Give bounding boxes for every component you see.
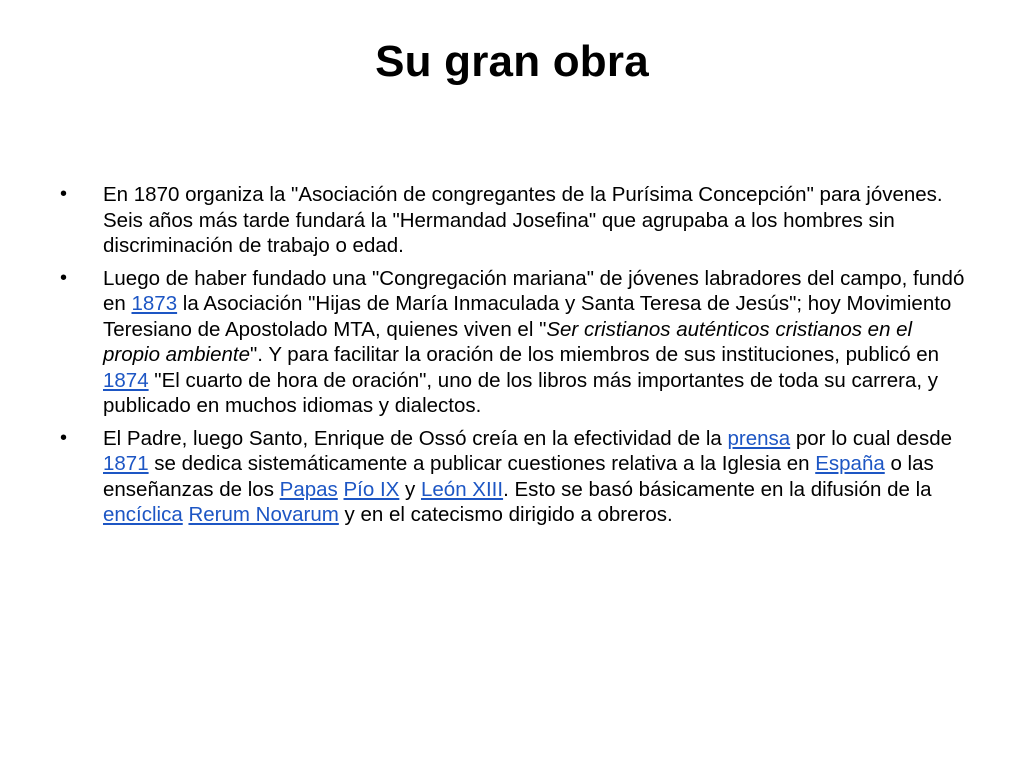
text-link[interactable]: 1873 <box>131 292 178 315</box>
bullet-text <box>103 183 943 257</box>
text-run: y en el catecismo dirigido a obreros. <box>338 503 673 526</box>
text-run: o las enseñanzas de los <box>103 452 934 501</box>
bullet-item <box>60 266 965 419</box>
quoted-phrase: Ser cristianos auténticos cristianos en el propio ambiente <box>103 317 913 366</box>
text-link[interactable]: prensa <box>727 426 791 450</box>
text-link[interactable]: Papas <box>279 477 338 501</box>
text-run: . Esto se basó básicamente en la difusión de la <box>503 477 932 501</box>
text-run: En 1870 organiza la "Asociación de congregantes de la Purísima Concepción" para jóvenes. Seis años más tarde fundará la "Hermandad Josefina" que agrupaba a los hombres sin discriminación de trabajo o edad. <box>103 183 943 257</box>
text-run: "El cuarto de hora de oración", uno de los libros más importantes de toda su carrera, y publicado en muchos idiomas y dialectos. <box>103 368 939 417</box>
text-link[interactable]: encíclica <box>103 503 183 526</box>
text-run: por lo cual desde <box>790 426 953 450</box>
text-link[interactable]: 1874 <box>103 368 149 392</box>
bullet-list <box>60 182 965 535</box>
bullet-marker: • <box>60 426 68 449</box>
bullet-text <box>103 427 952 527</box>
text-run: Luego de haber fundado una "Congregación mariana" de jóvenes labradores del campo, fundó en <box>103 266 965 315</box>
text-link[interactable]: León XIII <box>421 477 504 501</box>
text-run: la Asociación "Hijas de María Inmaculada y Santa Teresa de Jesús"; hoy Movimiento Teresiano de Apostolado MTA, quienes viven el " <box>103 292 952 341</box>
text-run: ". Y para facilitar la oración de los miembros de sus instituciones, publicó en <box>250 343 940 366</box>
slide-title: Su gran obra <box>375 37 649 86</box>
text-link[interactable]: España <box>815 452 885 475</box>
text-link[interactable]: Rerum Novarum <box>188 503 339 526</box>
text-run: y <box>399 477 421 501</box>
bullet-item <box>60 182 965 259</box>
text-link[interactable]: 1871 <box>103 452 149 475</box>
bullet-item <box>60 426 965 528</box>
text-run: El Padre, luego Santo, Enrique de Ossó creía en la efectividad de la <box>103 426 728 450</box>
text-run: se dedica sistemáticamente a publicar cuestiones relativa a la Iglesia en <box>148 452 816 475</box>
bullet-text <box>103 267 964 418</box>
bullet-marker: • <box>60 183 68 205</box>
bullet-marker: • <box>60 266 68 289</box>
text-link[interactable]: Pío IX <box>343 477 400 501</box>
